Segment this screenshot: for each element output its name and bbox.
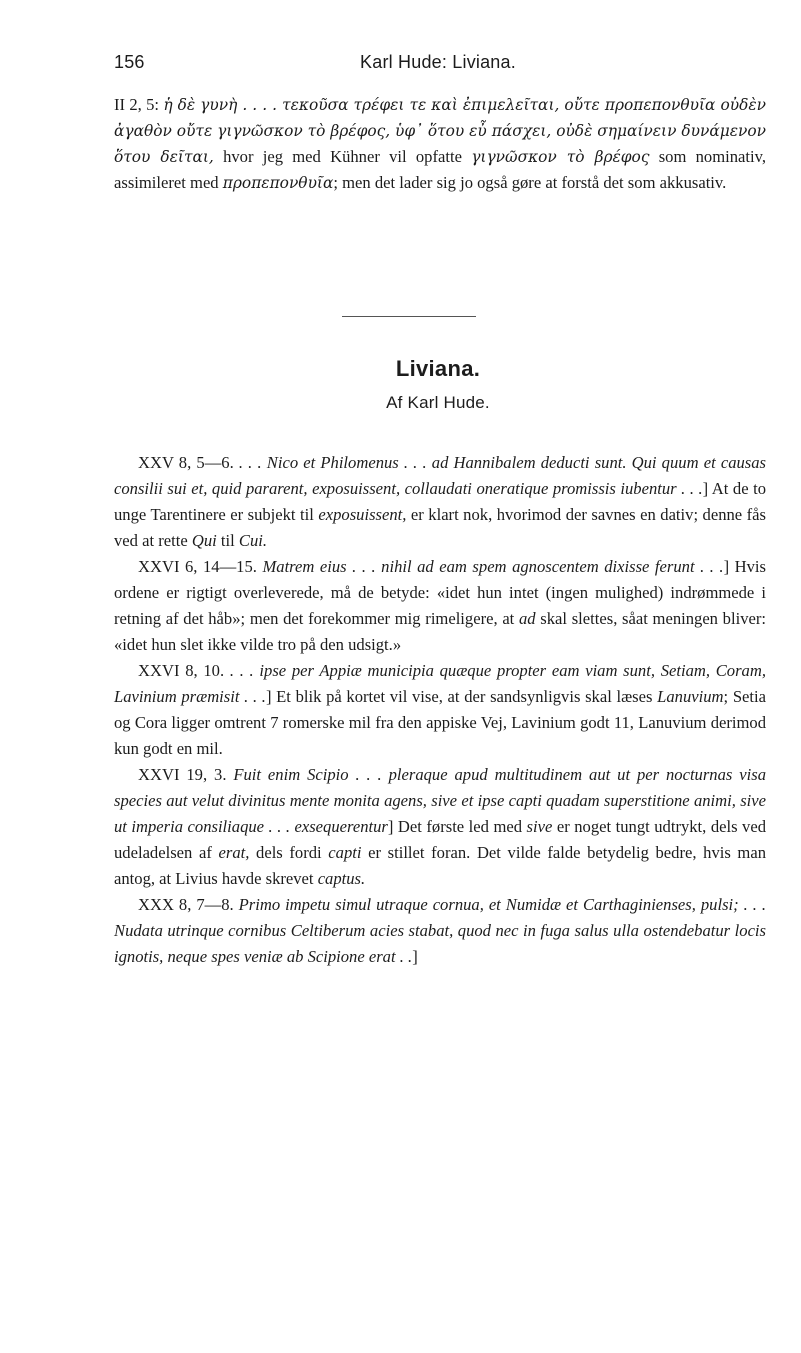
entry-text: er klart nok, hvorimod der savnes en dativ; denne fås ved at rette [114,505,767,550]
entry-text: til [220,531,235,550]
running-title: Karl Hude: Liviana. [360,52,516,72]
latin-word: ad [519,609,536,628]
note-text: som nominativ, assimileret med [114,147,766,192]
note-text: ; men det lader sig jo også gøre at forstå det som akkusativ. [333,173,727,192]
entry-text: ] Et blik på kortet vil vise, at der sandsynligvis skal læses [265,687,653,706]
note-text: hvor jeg med Kühner vil opfatte [223,147,462,166]
entry-ref: XXX 8, 7—8. [138,895,234,914]
page-number: 156 [114,52,145,72]
running-head [114,52,762,82]
latin-quote: . . . ipse per Appiæ municipia quæque propter eam viam sunt, Setiam, Coram, Lavinium præmisit . . . [114,661,766,706]
entry-paragraph [114,450,766,554]
greek-word: προπεπονθυῖα [222,174,334,192]
greek-phrase: γιγνῶσκον τὸ βρέφος [471,148,650,166]
section-divider [342,316,476,317]
latin-word: capti [328,843,362,862]
article-author: Af Karl Hude. [386,393,490,412]
entry-ref: XXVI 19, 3. [138,765,227,784]
entry-paragraph [114,892,766,970]
latin-quote: Matrem eius . . . nihil ad eam spem agnoscentem dixisse ferunt . . . [262,557,724,576]
entry-text: ] Hvis ordene er rigtigt overleverede, må de betyde: «idet hun intet (ingen mulighed) indrømmede i retning af det håb»; men det forekommer mig rimeligere, at [114,557,766,628]
note-paragraph [114,92,766,196]
entry-ref: XXVI 8, 10. [138,661,225,680]
latin-word: Qui [191,531,217,550]
latin-word: captus. [317,869,366,888]
latin-quote: Primo impetu simul utraque cornua, et Numidæ et Carthaginienses, pulsi; . . . Nudata utrinque cornibus Celtiberum acies stabat, quod nec in fuga salus ulla ostendebatur locis ignotis, neque spes veniæ ab Scipione erat . . [114,895,766,966]
entry-text: ] At de to unge Tarentinere er subjekt til [114,479,767,524]
entry-ref: XXVI 6, 14—15. [138,557,257,576]
entry-text: dels fordi [256,843,322,862]
latin-word: erat, [218,843,250,862]
greek-quote: ἡ δὲ γυνὴ . . . . τεκοῦσα τρέφει τε καὶ ἐπιμελεῖται, οὔτε προπεπονθυῖα οὐδὲν ἀγαθὸν οὔτε γιγνῶσκον τὸ βρέφος, ὑφ᾽ ὅτου εὖ πάσχει, οὐδὲ σημαίνειν δυνάμενον ὅτου δεῖται, [114,96,767,166]
entry-paragraph [114,554,766,658]
entry-text: ; Setia og Cora ligger omtrent 7 romerske mil fra den appiske Vej, Lavinium godt 11, Lanuvium derimod kun godt en mil. [114,687,766,758]
latin-word: Lanuvium [657,687,724,706]
latin-quote: . . . Nico et Philomenus . . . ad Hannibalem deducti sunt. Qui quum et causas consilii sui et, quid pararent, exposuissent, collaudati oneratique promissis iubentur . . . [114,453,767,498]
latin-word: Cui. [238,531,268,550]
note-ref: II 2, 5: [114,95,160,114]
latin-word: exposuissent, [318,505,407,524]
entry-text: ] Det første led med [387,817,523,836]
entry-text: er stillet foran. Det vilde falde betydelig bedre, hvis man antog, at Livius havde skrevet [114,843,767,888]
entry-text: ] [412,947,418,966]
entry-paragraph [114,658,766,762]
entries [114,450,766,970]
entry-ref: XXV 8, 5—6. [138,453,234,472]
article-title: Liviana. [395,356,481,381]
latin-quote: Fuit enim Scipio . . . pleraque apud multitudinem aut ut per nocturnas visa species aut velut divinitus mente monita agens, sive et ipse capti quadam superstitione animi, sive ut imperia consiliaque . . . exsequerentur [114,765,766,836]
latin-word: sive [526,817,553,836]
entry-paragraph [114,762,766,892]
entry-text: skal slettes, såat meningen bliver: «idet hun slet ikke vilde tro på den udsigt.» [114,609,766,654]
entry-text: er noget tungt udtrykt, dels ved udeladelsen af [114,817,767,862]
